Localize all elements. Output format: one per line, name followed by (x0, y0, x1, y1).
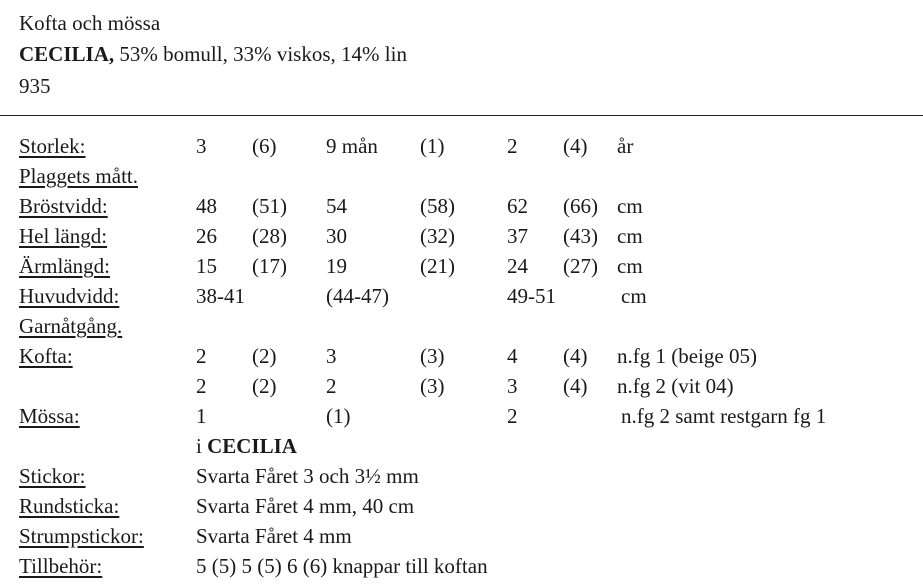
yarn-brand: CECILIA, (19, 42, 115, 66)
cell: (21) (420, 254, 455, 278)
title-line: Kofta och mössa (19, 11, 161, 35)
dpn-row (0, 526, 923, 550)
color-note: n.fg 1 (beige 05) (617, 344, 757, 368)
cell: (27) (563, 254, 598, 278)
cell: (4) (563, 344, 588, 368)
yarn-heading: Garnåtgång. (19, 314, 123, 338)
cell: (4) (563, 134, 588, 158)
cell: 2 (196, 374, 207, 398)
cell: (4) (563, 374, 588, 398)
chest-row (0, 196, 923, 220)
yarn-name (196, 436, 297, 457)
cell: (1) (326, 404, 351, 428)
yarn-line (19, 44, 407, 65)
accessories-label: Tillbehör: (19, 554, 103, 578)
yarn-prefix: i (196, 434, 208, 458)
chest-label: Bröstvidd: (19, 194, 108, 218)
cell: (2) (252, 344, 277, 368)
cell: 1 (196, 404, 207, 428)
dpn-label: Strumpstickor: (19, 524, 144, 548)
length-label: Hel längd: (19, 224, 108, 248)
cell: (66) (563, 194, 598, 218)
cell: 26 (196, 224, 217, 248)
yarn-heading-row (0, 316, 923, 340)
cell: (6) (252, 134, 277, 158)
cell: 37 (507, 224, 528, 248)
cardigan-row (0, 346, 923, 370)
unit: cm (621, 284, 647, 308)
cell: (17) (252, 254, 287, 278)
cell: 19 (326, 254, 347, 278)
circular-needle-value: Svarta Fåret 4 mm, 40 cm (196, 494, 415, 518)
cardigan-label: Kofta: (19, 344, 73, 368)
divider (0, 115, 923, 116)
color-note: n.fg 2 samt restgarn fg 1 (621, 404, 827, 428)
yarn-name-row (0, 436, 923, 460)
measurements-heading-row (0, 166, 923, 190)
cell: (2) (252, 374, 277, 398)
head-label: Huvudvidd: (19, 284, 120, 308)
cell: (51) (252, 194, 287, 218)
cell: 38-41 (196, 284, 245, 308)
measurements-heading: Plaggets mått. (19, 164, 138, 188)
yarn-brand-name: CECILIA (207, 434, 297, 458)
head-row (0, 286, 923, 310)
size-row (0, 136, 923, 160)
unit: cm (617, 254, 643, 278)
cell: (28) (252, 224, 287, 248)
accessories-value: 5 (5) 5 (5) 6 (6) knappar till koftan (196, 554, 488, 578)
accessories-row (0, 556, 923, 580)
unit: cm (617, 194, 643, 218)
cell: 62 (507, 194, 528, 218)
cell: (1) (420, 134, 445, 158)
circular-needle-row (0, 496, 923, 520)
hat-row (0, 406, 923, 430)
cell: (58) (420, 194, 455, 218)
needles-label: Stickor: (19, 464, 86, 488)
cell: 9 mån (326, 134, 378, 158)
cell: 54 (326, 194, 347, 218)
cell: 3 (326, 344, 337, 368)
needles-value: Svarta Fåret 3 och 3½ mm (196, 464, 419, 488)
unit: cm (617, 224, 643, 248)
cell: 2 (507, 404, 518, 428)
cell: (32) (420, 224, 455, 248)
pattern-number: 935 (19, 74, 51, 98)
cell: 2 (196, 344, 207, 368)
unit: år (617, 134, 634, 158)
cell: 3 (196, 134, 207, 158)
length-row (0, 226, 923, 250)
cell: (3) (420, 374, 445, 398)
size-label: Storlek: (19, 134, 86, 158)
yarn-fiber: 53% bomull, 33% viskos, 14% lin (114, 42, 407, 66)
sleeve-row (0, 256, 923, 280)
cell: 30 (326, 224, 347, 248)
cell: 2 (507, 134, 518, 158)
circular-needle-label: Rundsticka: (19, 494, 120, 518)
cell: 2 (326, 374, 337, 398)
sleeve-label: Ärmlängd: (19, 254, 110, 278)
color-note: n.fg 2 (vit 04) (617, 374, 734, 398)
cell: (44-47) (326, 284, 389, 308)
dpn-value: Svarta Fåret 4 mm (196, 524, 352, 548)
cardigan-row-2 (0, 376, 923, 400)
cell: 49-51 (507, 284, 556, 308)
cell: (43) (563, 224, 598, 248)
cell: 3 (507, 374, 518, 398)
cell: 15 (196, 254, 217, 278)
cell: 4 (507, 344, 518, 368)
cell: (3) (420, 344, 445, 368)
hat-label: Mössa: (19, 404, 80, 428)
cell: 48 (196, 194, 217, 218)
needles-row (0, 466, 923, 490)
cell: 24 (507, 254, 528, 278)
